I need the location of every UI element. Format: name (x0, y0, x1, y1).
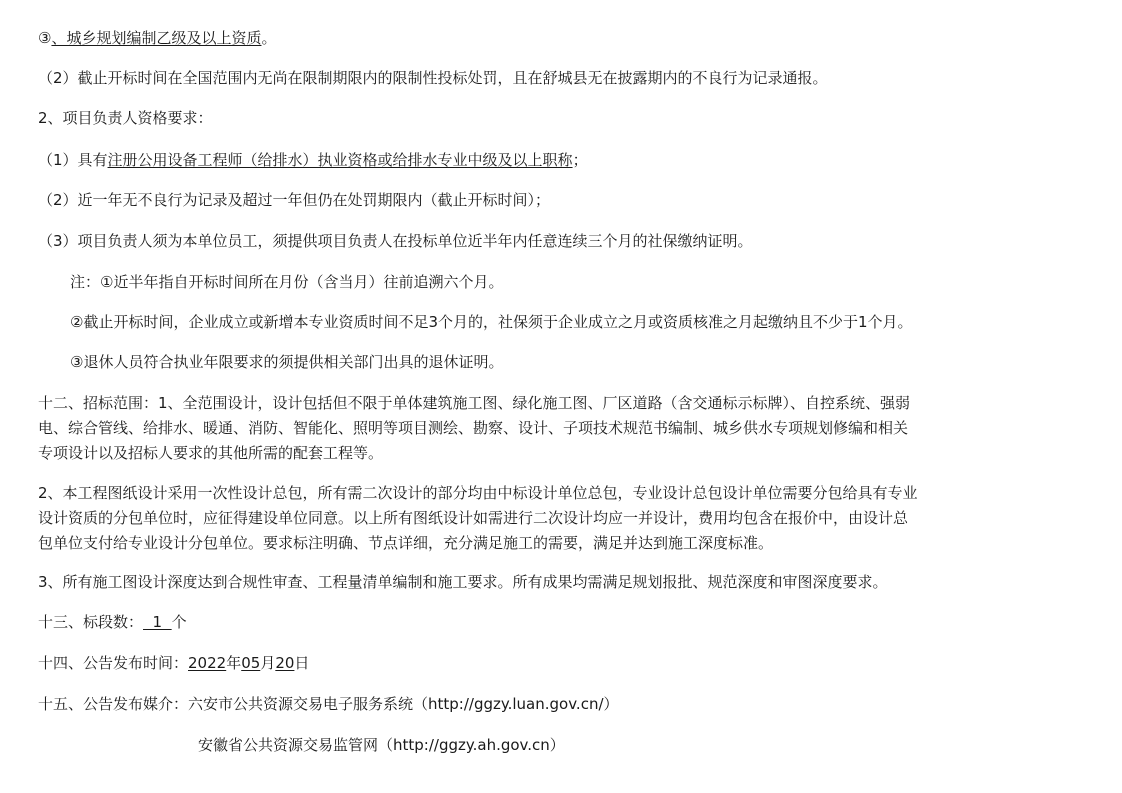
section-count-line (38, 612, 187, 632)
scope-paragraph-line-2: 电、综合管线、给排水、暖通、消防、智能化、照明等项目测绘、勘察、设计、子项技术规范书编制、城乡供水专项规划修编和相关 (38, 419, 909, 437)
pm-requirement-1 (38, 150, 588, 170)
section-count-unit: 个 (171, 613, 187, 631)
scope-paragraph-line-3: 专项设计以及招标人要求的其他所需的配套工程等。 (38, 444, 384, 462)
underlined-certification: 注册公用设备工程师（给排水）执业资格或给排水专业中级及以上职称 (107, 151, 573, 169)
publish-media-secondary: 安徽省公共资源交易监管网（http://ggzy.ah.gov.cn） (198, 736, 565, 754)
publish-month: 05 (241, 654, 261, 672)
pm-requirement-2: （2）近一年无不良行为记录及超过一年但仍在处罚期限内（截止开标时间）； (38, 191, 551, 209)
publish-date-label: 十四、公告发布时间： (38, 654, 189, 672)
requirement-prefix: （1）具有 (38, 151, 108, 169)
publish-year: 2022 (188, 654, 227, 672)
publish-date-line (38, 653, 309, 673)
depth-requirement: 3、所有施工图设计深度达到合规性审查、工程量清单编制和施工要求。所有成果均需满足规划报批、规范深度和审图深度要求。 (38, 573, 888, 591)
section-count-value: 1 (143, 613, 172, 631)
note-2: ②截止开标时间，企业成立或新增本专业资质时间不足3个月的，社保须于企业成立之月或资质核准之月起缴纳且不少于1个月。 (70, 313, 913, 331)
note-1: 注：①近半年指自开标时间所在月份（含当月）往前追溯六个月。 (70, 273, 504, 291)
qualification-line (38, 28, 276, 48)
punctuation: ； (572, 151, 588, 169)
section-count-label: 十三、标段数： (38, 613, 144, 631)
section-heading-pm-requirements: 2、项目负责人资格要求： (38, 109, 213, 127)
design-paragraph-line-1: 2、本工程图纸设计采用一次性设计总包，所有需二次设计的部分均由中标设计单位总包，专业设计总包设计单位需要分包给具有专业 (38, 484, 918, 502)
design-paragraph-line-2: 设计资质的分包单位时，应征得建设单位同意。以上所有图纸设计如需进行二次设计均应一并设计，费用均包含在报价中，由设计总 (38, 509, 909, 527)
month-char: 月 (260, 654, 276, 672)
scope-paragraph-line-1: 十二、招标范围：1、全范围设计，设计包括但不限于单体建筑施工图、绿化施工图、厂区道路（含交通标示标牌）、自控系统、强弱 (38, 394, 911, 412)
underlined-qualification: 、城乡规划编制乙级及以上资质 (51, 29, 262, 47)
day-char: 日 (294, 654, 310, 672)
design-paragraph-line-3: 包单位支付给专业设计分包单位。要求标注明确、节点详细，充分满足施工的需要，满足并达到施工深度标准。 (38, 534, 774, 552)
pm-requirement-3: （3）项目负责人须为本单位员工，须提供项目负责人在投标单位近半年内任意连续三个月的社保缴纳证明。 (38, 232, 753, 250)
publish-day: 20 (275, 654, 295, 672)
year-char: 年 (226, 654, 242, 672)
publish-media-line: 十五、公告发布媒介：六安市公共资源交易电子服务系统（http://ggzy.luan.gov.cn/） (38, 695, 619, 713)
circled-number: ③ (38, 29, 52, 47)
punctuation: 。 (261, 29, 277, 47)
penalty-clause: （2）截止开标时间在全国范围内无尚在限制期限内的限制性投标处罚，且在舒城县无在披露期内的不良行为记录通报。 (38, 69, 828, 87)
note-3: ③退休人员符合执业年限要求的须提供相关部门出具的退休证明。 (70, 353, 504, 371)
